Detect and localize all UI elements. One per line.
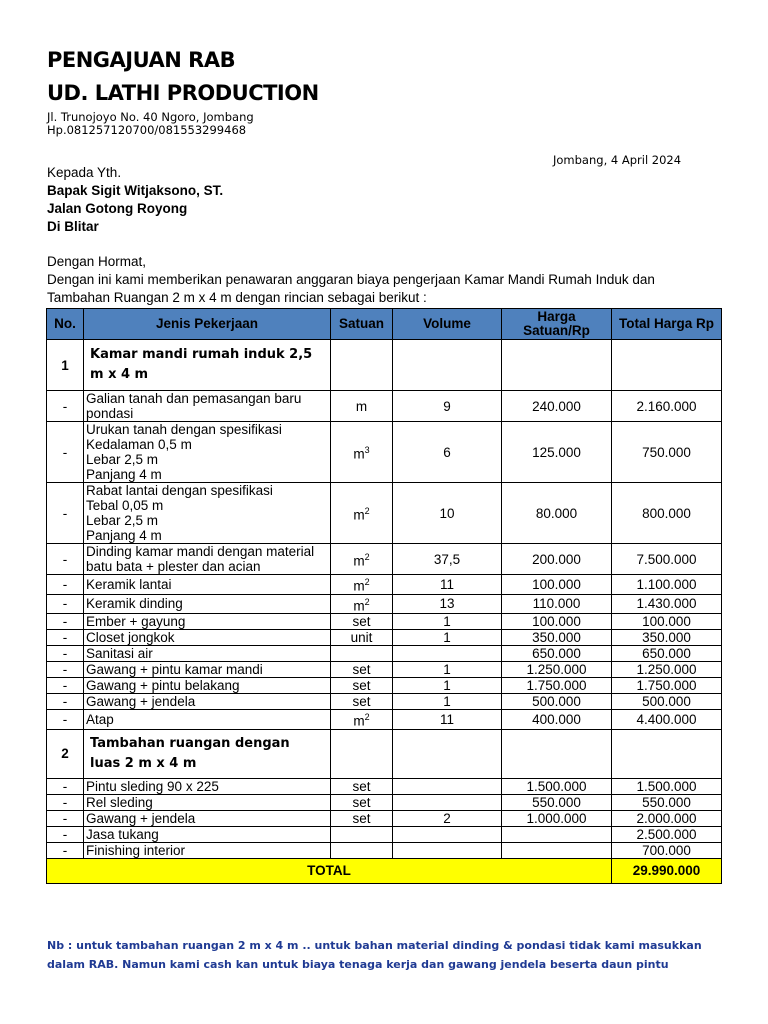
section-row	[47, 729, 722, 778]
unit-price-cell: 1.500.000	[502, 778, 612, 794]
table-row	[47, 544, 722, 575]
row-number: -	[47, 646, 84, 662]
job-description: Ember + gayung	[84, 614, 331, 630]
total-price-cell: 650.000	[612, 646, 722, 662]
unit-text: m	[353, 507, 365, 523]
row-number: -	[47, 794, 84, 810]
volume-cell: 9	[393, 391, 502, 422]
unit-exponent: 2	[364, 712, 370, 722]
unit-price-cell: 1.000.000	[502, 810, 612, 826]
recipient-city: Di Blitar	[47, 219, 99, 234]
table-row	[47, 794, 722, 810]
intro-line-2: Tambahan Ruangan 2 m x 4 m dengan rincian sebagai berikut :	[47, 290, 427, 305]
total-price-cell: 4.400.000	[612, 710, 722, 730]
volume-cell: 2	[393, 810, 502, 826]
total-price-cell: 7.500.000	[612, 544, 722, 575]
unit-text: set	[352, 678, 371, 693]
section-row	[47, 340, 722, 391]
job-description: Keramik lantai	[84, 575, 331, 595]
unit-cell	[331, 391, 393, 422]
job-description: Rabat lantai dengan spesifikasi Tebal 0,05 m Lebar 2,5 m Panjang 4 m	[84, 483, 331, 544]
row-number: -	[47, 842, 84, 858]
unit-text: set	[352, 614, 371, 629]
unit-cell	[331, 842, 393, 858]
row-number: -	[47, 391, 84, 422]
total-price-cell: 500.000	[612, 694, 722, 710]
unit-text: set	[352, 778, 371, 794]
rab-table	[46, 308, 722, 884]
row-number: -	[47, 810, 84, 826]
row-number: -	[47, 594, 84, 614]
section-title: Kamar mandi rumah induk 2,5 m x 4 m	[84, 340, 331, 391]
unit-cell	[331, 794, 393, 810]
row-number: -	[47, 662, 84, 678]
unit-text: unit	[350, 630, 373, 645]
total-price-cell: 100.000	[612, 614, 722, 630]
row-number: -	[47, 710, 84, 730]
unit-text: m	[353, 446, 365, 462]
total-price-cell: 550.000	[612, 794, 722, 810]
table-row	[47, 614, 722, 630]
volume-cell	[393, 646, 502, 662]
unit-text: set	[352, 662, 371, 677]
volume-cell: 1	[393, 614, 502, 630]
unit-cell	[331, 630, 393, 646]
unit-cell	[331, 544, 393, 575]
unit-price-cell: 200.000	[502, 544, 612, 575]
row-number: -	[47, 694, 84, 710]
row-number: -	[47, 826, 84, 842]
unit-price-cell: 550.000	[502, 794, 612, 810]
job-description: Finishing interior	[84, 842, 331, 858]
job-description: Gawang + pintu belakang	[84, 678, 331, 694]
unit-text: m	[353, 578, 365, 594]
unit-cell	[331, 662, 393, 678]
table-row	[47, 710, 722, 730]
intro-line-1: Dengan ini kami memberikan penawaran anggaran biaya pengerjaan Kamar Mandi Rumah Induk dan	[47, 272, 655, 287]
unit-cell	[331, 594, 393, 614]
recipient-greeting: Kepada Yth.	[47, 165, 122, 180]
total-price-cell: 350.000	[612, 630, 722, 646]
col-header-unit: Satuan	[331, 309, 393, 340]
job-description: Galian tanah dan pemasangan baru pondasi	[84, 391, 331, 422]
total-price-cell: 1.500.000	[612, 778, 722, 794]
unit-cell	[331, 778, 393, 794]
letter-date: Jombang, 4 April 2024	[553, 153, 682, 167]
total-price-cell: 1.750.000	[612, 678, 722, 694]
unit-cell	[331, 614, 393, 630]
table-row	[47, 422, 722, 483]
total-price-cell: 2.160.000	[612, 391, 722, 422]
section-title: Tambahan ruangan dengan luas 2 m x 4 m	[84, 729, 331, 778]
total-row	[47, 858, 722, 883]
table-row	[47, 575, 722, 595]
unit-cell	[331, 483, 393, 544]
col-header-total: Total Harga Rp	[612, 309, 722, 340]
job-description: Urukan tanah dengan spesifikasi Kedalaman 0,5 m Lebar 2,5 m Panjang 4 m	[84, 422, 331, 483]
volume-cell: 1	[393, 678, 502, 694]
table-row	[47, 662, 722, 678]
unit-price-cell	[502, 842, 612, 858]
total-price-cell: 1.430.000	[612, 594, 722, 614]
row-number: -	[47, 778, 84, 794]
unit-exponent: 2	[364, 505, 370, 516]
table-row	[47, 594, 722, 614]
recipient-name: Bapak Sigit Witjaksono, ST.	[47, 183, 224, 198]
job-description: Gawang + pintu kamar mandi	[84, 662, 331, 678]
job-description: Keramik dinding	[84, 594, 331, 614]
unit-price-cell: 400.000	[502, 710, 612, 730]
job-description: Pintu sleding 90 x 225	[84, 778, 331, 794]
table-row	[47, 646, 722, 662]
unit-text: m	[353, 713, 365, 729]
volume-cell: 1	[393, 694, 502, 710]
total-price-cell: 2.000.000	[612, 810, 722, 826]
total-value: 29.990.000	[612, 858, 722, 883]
unit-price-cell: 110.000	[502, 594, 612, 614]
col-header-price: Harga Satuan/Rp	[502, 309, 612, 340]
job-description: Gawang + jendela	[84, 810, 331, 826]
volume-cell: 6	[393, 422, 502, 483]
company-name: UD. LATHI PRODUCTION	[47, 81, 319, 105]
footnote: Nb : untuk tambahan ruangan 2 m x 4 m .. untuk bahan material dinding & pondasi tidak kami masukkan dalam RAB. Namun kami cash kan untuk biaya tenaga kerja dan gawang jendela beserta daun pintu	[47, 939, 702, 971]
unit-cell	[331, 710, 393, 730]
job-description: Jasa tukang	[84, 826, 331, 842]
job-description: Atap	[84, 710, 331, 730]
unit-price-cell: 80.000	[502, 483, 612, 544]
job-description: Sanitasi air	[84, 646, 331, 662]
volume-cell: 11	[393, 575, 502, 595]
table-row	[47, 630, 722, 646]
total-price-cell: 750.000	[612, 422, 722, 483]
total-price-cell: 2.500.000	[612, 826, 722, 842]
unit-text: set	[352, 794, 371, 810]
volume-cell	[393, 826, 502, 842]
unit-text: m	[355, 398, 368, 414]
table-row	[47, 778, 722, 794]
volume-cell: 1	[393, 630, 502, 646]
unit-price-cell: 500.000	[502, 694, 612, 710]
volume-cell	[393, 842, 502, 858]
job-description: Dinding kamar mandi dengan material batu bata + plester dan acian	[84, 544, 331, 575]
table-row	[47, 483, 722, 544]
row-number: -	[47, 544, 84, 575]
unit-price-cell: 100.000	[502, 614, 612, 630]
unit-cell	[331, 678, 393, 694]
unit-price-cell	[502, 826, 612, 842]
volume-cell: 11	[393, 710, 502, 730]
table-row	[47, 842, 722, 858]
table-row	[47, 694, 722, 710]
section-number: 2	[47, 729, 84, 778]
table-row	[47, 391, 722, 422]
unit-text: set	[352, 694, 371, 709]
unit-price-cell: 1.750.000	[502, 678, 612, 694]
section-number: 1	[47, 340, 84, 391]
unit-cell	[331, 810, 393, 826]
col-header-volume: Volume	[393, 309, 502, 340]
company-address: Jl. Trunojoyo No. 40 Ngoro, Jombang	[47, 110, 254, 124]
table-row	[47, 678, 722, 694]
unit-price-cell: 100.000	[502, 575, 612, 595]
total-price-cell: 800.000	[612, 483, 722, 544]
doc-title: PENGAJUAN RAB	[47, 48, 236, 72]
total-label: TOTAL	[47, 858, 612, 883]
total-price-cell: 1.250.000	[612, 662, 722, 678]
row-number: -	[47, 422, 84, 483]
unit-exponent: 2	[364, 596, 370, 607]
row-number: -	[47, 483, 84, 544]
volume-cell: 1	[393, 662, 502, 678]
job-description: Rel sleding	[84, 794, 331, 810]
volume-cell	[393, 778, 502, 794]
volume-cell: 37,5	[393, 544, 502, 575]
salutation: Dengan Hormat,	[47, 254, 147, 269]
job-description: Gawang + jendela	[84, 694, 331, 710]
table-row	[47, 810, 722, 826]
unit-exponent: 2	[364, 551, 370, 562]
unit-exponent: 2	[364, 577, 370, 587]
volume-cell: 10	[393, 483, 502, 544]
unit-text: m	[353, 553, 365, 569]
job-description: Closet jongkok	[84, 630, 331, 646]
row-number: -	[47, 614, 84, 630]
recipient-street: Jalan Gotong Royong	[47, 201, 188, 216]
unit-price-cell: 240.000	[502, 391, 612, 422]
unit-exponent: 3	[364, 444, 370, 455]
volume-cell	[393, 794, 502, 810]
unit-cell	[331, 826, 393, 842]
unit-cell	[331, 694, 393, 710]
total-price-cell: 1.100.000	[612, 575, 722, 595]
unit-cell	[331, 575, 393, 595]
table-row	[47, 826, 722, 842]
unit-cell	[331, 422, 393, 483]
unit-price-cell: 1.250.000	[502, 662, 612, 678]
unit-price-cell: 650.000	[502, 646, 612, 662]
row-number: -	[47, 630, 84, 646]
table-header-row	[47, 309, 722, 340]
unit-text: set	[352, 810, 371, 826]
unit-price-cell: 350.000	[502, 630, 612, 646]
row-number: -	[47, 575, 84, 595]
company-phone: Hp.081257120700/081553299468	[47, 123, 247, 137]
unit-price-cell: 125.000	[502, 422, 612, 483]
row-number: -	[47, 678, 84, 694]
unit-text: m	[353, 598, 365, 613]
col-header-job: Jenis Pekerjaan	[84, 309, 331, 340]
col-header-no: No.	[47, 309, 84, 340]
total-price-cell: 700.000	[612, 842, 722, 858]
unit-cell	[331, 646, 393, 662]
volume-cell: 13	[393, 594, 502, 614]
